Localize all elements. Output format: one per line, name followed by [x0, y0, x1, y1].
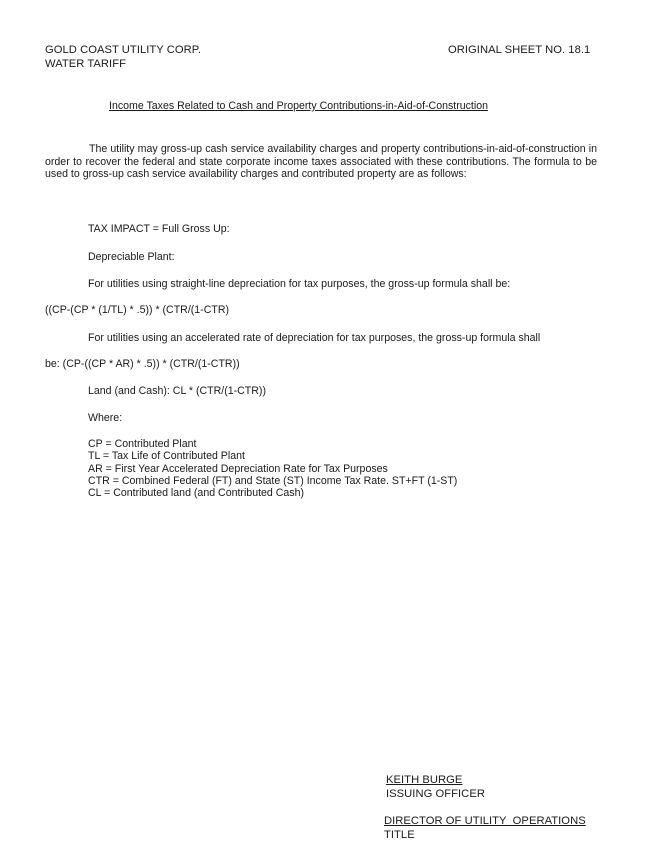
- where-label: Where:: [88, 412, 123, 424]
- definition-item: CP = Contributed Plant: [88, 438, 197, 450]
- land-formula: Land (and Cash): CL * (CTR/(1-CTR)): [88, 385, 266, 397]
- accelerated-formula: be: (CP-((CP * AR) * .5)) * (CTR/(1-CTR)): [45, 358, 240, 370]
- section-title: Income Taxes Related to Cash and Property Contributions-in-Aid-of-Construction: [109, 100, 489, 112]
- title-block: [384, 814, 586, 842]
- sheet-number: ORIGINAL SHEET NO. 18.1: [448, 44, 591, 56]
- tax-impact-heading: TAX IMPACT = Full Gross Up:: [88, 223, 230, 235]
- accelerated-text: For utilities using an accelerated rate of depreciation for tax purposes, the gross-up formula shall: [88, 332, 541, 344]
- definition-item: TL = Tax Life of Contributed Plant: [88, 450, 245, 463]
- officer-title: DIRECTOR OF UTILITY OPERATIONS: [384, 815, 586, 827]
- straight-line-text: For utilities using straight-line depreciation for tax purposes, the gross-up formula shall be:: [88, 278, 511, 290]
- officer-role: ISSUING OFFICER: [386, 788, 485, 800]
- issuing-officer-block: [386, 773, 485, 801]
- depreciable-plant-heading: Depreciable Plant:: [88, 251, 175, 263]
- definition-item: AR = First Year Accelerated Depreciation Rate for Tax Purposes: [88, 462, 388, 475]
- title-label: TITLE: [384, 829, 415, 841]
- definition-item: CL = Contributed land (and Contributed Cash): [88, 487, 305, 500]
- straight-line-formula: ((CP-(CP * (1/TL) * .5)) * (CTR/(1-CTR): [45, 304, 230, 316]
- definitions-list: [88, 438, 457, 499]
- officer-name: KEITH BURGE: [386, 774, 463, 786]
- definition-item: CTR = Combined Federal (FT) and State (ST) Income Tax Rate. ST+FT (1-ST): [88, 474, 458, 487]
- intro-paragraph: The utility may gross-up cash service availability charges and property contributions-in-aid-of-construction in order to recover the federal and state corporate income taxes associated with these contributions. The formula to be used to gross-up cash service availability charges and contributed property are as follows:: [45, 143, 597, 180]
- tariff-name: WATER TARIFF: [45, 58, 126, 70]
- company-name: GOLD COAST UTILITY CORP.: [45, 44, 201, 56]
- company-header: [45, 43, 201, 71]
